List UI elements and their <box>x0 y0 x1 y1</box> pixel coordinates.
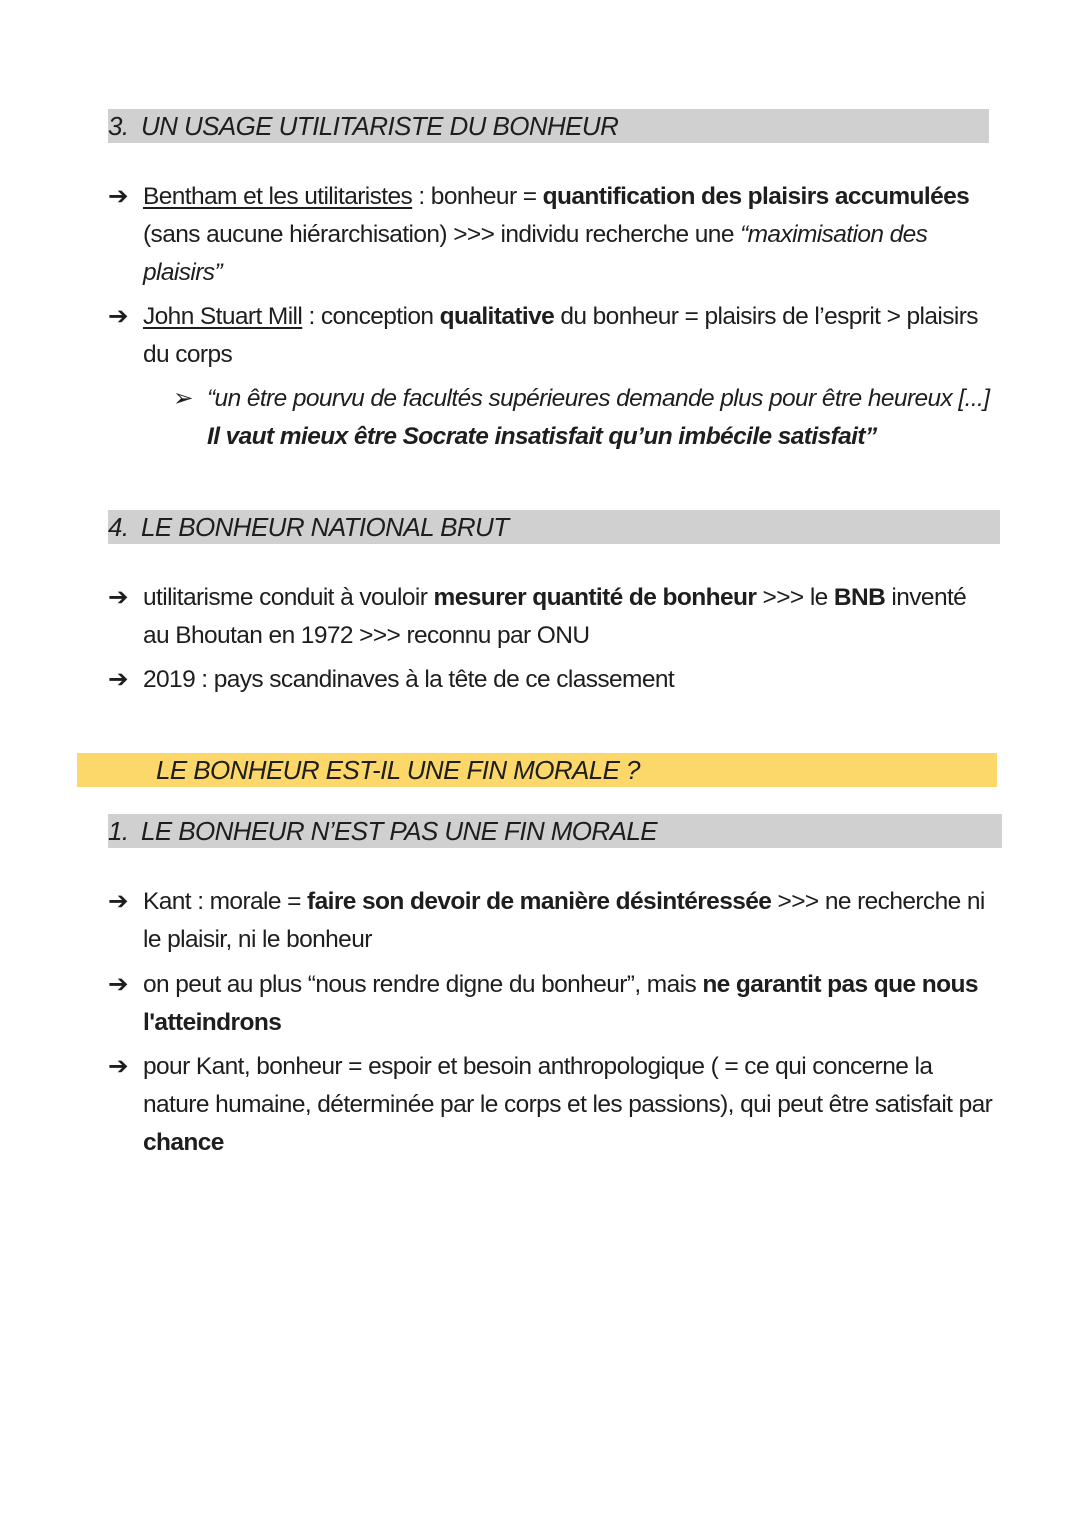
arrow-icon: ➔ <box>108 303 128 330</box>
arrow-icon: ➔ <box>108 888 128 915</box>
part-heading <box>77 753 997 787</box>
sub-arrow-icon: ➢ <box>173 385 193 412</box>
section-title: LE BONHEUR NATIONAL BRUT <box>141 512 509 542</box>
section-number: 4. <box>108 512 129 542</box>
bullet-item: ➔ pour Kant, bonheur = espoir et besoin anthropologique ( = ce qui concerne la nature humaine, déterminée par le corps et les passions), qui peut être satisfait par chance <box>108 1048 998 1162</box>
bold-term: ne garantit pas que nous l'atteindrons <box>143 971 978 1036</box>
section-1-heading <box>108 814 1002 848</box>
arrow-icon: ➔ <box>108 183 128 210</box>
sub-bullet-quote <box>173 380 1003 456</box>
underlined-term: Bentham et les utilitaristes <box>143 183 413 210</box>
part-title: LE BONHEUR EST-IL UNE FIN MORALE ? <box>156 755 640 785</box>
bullet-item: ➔ John Stuart Mill : conception qualitative du bonheur = plaisirs de l’esprit > plaisirs du corps <box>108 298 998 374</box>
arrow-icon: ➔ <box>108 971 128 998</box>
bullet-item: ➔ utilitarisme conduit à vouloir mesurer quantité de bonheur >>> le BNB inventé au Bhoutan en 1972 >>> reconnu par ONU <box>108 579 998 655</box>
underlined-term: John Stuart Mill <box>143 303 303 330</box>
italic-quote: “maximisation des plaisirs” <box>143 221 928 286</box>
arrow-icon: ➔ <box>108 666 128 693</box>
bold-term: BNB <box>833 584 886 611</box>
quote-line-1: “un être pourvu de facultés supérieures demande plus pour être heureux [...] <box>207 385 990 412</box>
quote-line-2: Il vaut mieux être Socrate insatisfait qu’un imbécile satisfait” <box>207 423 877 450</box>
bold-term: faire son devoir de manière désintéressée <box>307 888 772 915</box>
bold-term: chance <box>143 1129 224 1156</box>
section-title: UN USAGE UTILITARISTE DU BONHEUR <box>141 111 619 141</box>
section-title: LE BONHEUR N’EST PAS UNE FIN MORALE <box>141 816 657 846</box>
section-4-heading <box>108 510 1000 544</box>
section-number: 3. <box>108 111 129 141</box>
arrow-icon: ➔ <box>108 1053 128 1080</box>
bold-term: quantification des plaisirs accumulées <box>542 183 970 210</box>
bold-term: qualitative <box>439 303 555 330</box>
bullet-item: ➔ on peut au plus “nous rendre digne du bonheur”, mais ne garantit pas que nous l'atteindrons <box>108 966 998 1042</box>
bullet-item: ➔ Bentham et les utilitaristes : bonheur = quantification des plaisirs accumulées (sans aucune hiérarchisation) >>> individu recherche une “maximisation des plaisirs” <box>108 178 998 292</box>
section-3-heading <box>108 109 989 143</box>
bullet-item: ➔ Kant : morale = faire son devoir de manière désintéressée >>> ne recherche ni le plaisir, ni le bonheur <box>108 883 998 959</box>
bullet-item: ➔ 2019 : pays scandinaves à la tête de ce classement <box>108 661 998 699</box>
bold-term: mesurer quantité de bonheur <box>433 584 757 611</box>
arrow-icon: ➔ <box>108 584 128 611</box>
section-number: 1. <box>108 816 129 846</box>
